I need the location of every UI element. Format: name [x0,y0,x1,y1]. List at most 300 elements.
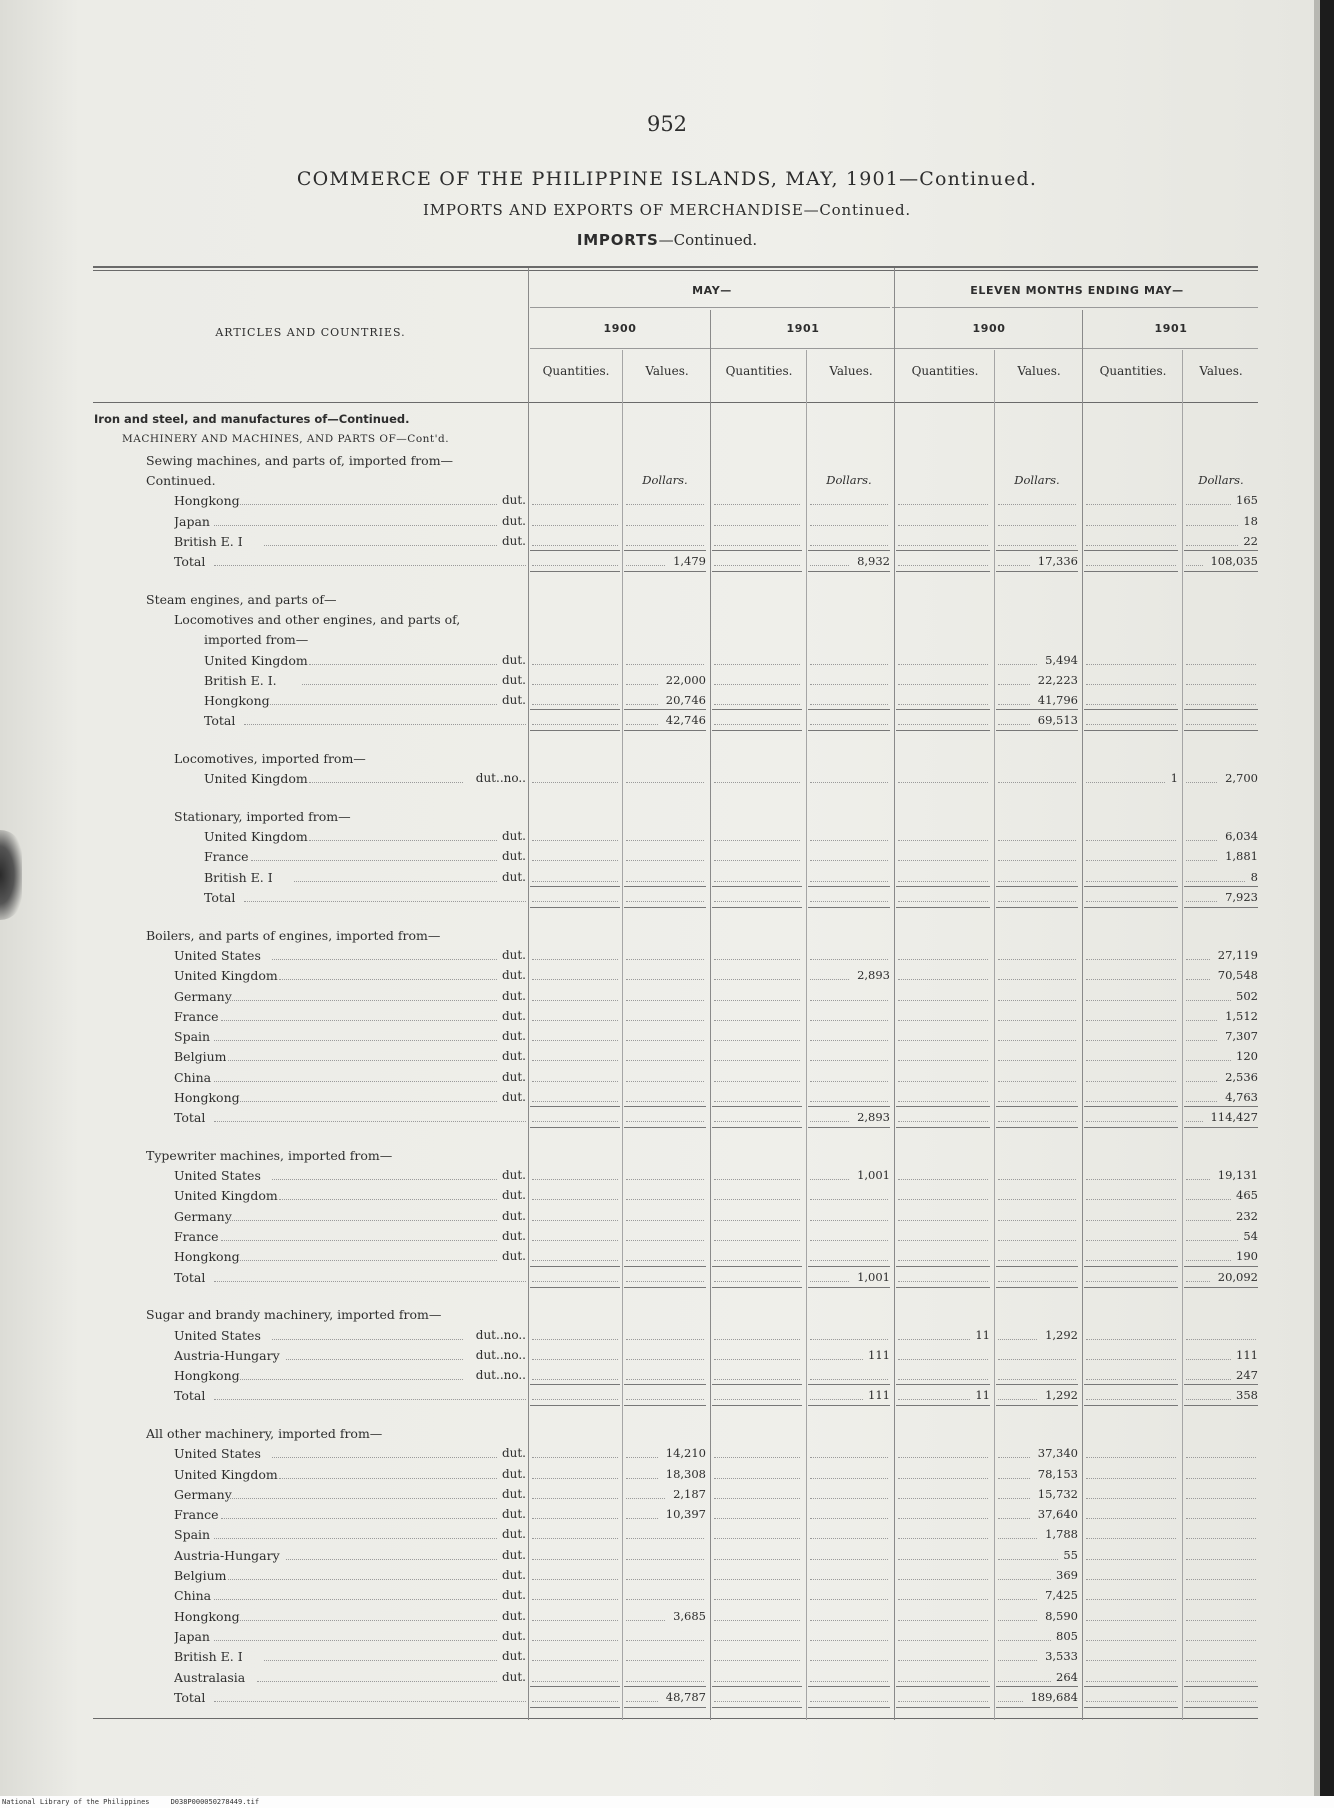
label-row [90,572,1260,591]
row-label: Boilers, and parts of engines, imported from— [146,927,441,943]
total-rule [624,550,706,551]
row-label: Japan [174,513,210,529]
cell-leader-dots [714,1101,800,1102]
unit-label: dut..no.. [475,1368,526,1383]
cell-value: 37,640 [1037,1507,1078,1522]
label-row [90,732,1260,751]
unit-label: dut. [501,672,526,687]
cell-leader-dots [810,1681,888,1682]
cell-leader-dots [810,1620,888,1621]
unit-label: dut. [501,1568,526,1583]
cell-leader-dots [810,901,888,902]
table-row [90,1007,1260,1026]
cell-leader-dots [714,1220,800,1221]
cell-leader-dots [714,504,800,505]
cell-leader-dots [1086,1579,1176,1580]
cell-value: 1,479 [673,554,706,569]
cell-leader-dots [626,1599,704,1600]
cell-leader-dots [898,1179,988,1180]
total-rule [996,886,1078,887]
cell-leader-dots [714,1379,800,1380]
cell-leader-dots [626,1260,704,1261]
table-row [90,1465,1260,1484]
cell-leader-dots [532,901,618,902]
label-row [90,471,1260,490]
cell-leader-dots [810,1081,888,1082]
unit-label: dut. [501,947,526,962]
cell-leader-dots [532,1199,618,1200]
cell-value: 69,513 [1037,713,1078,728]
table-row [90,1485,1260,1504]
total-rule [1184,1106,1258,1107]
cell-leader-dots [532,1179,618,1180]
cell-leader-dots [532,1060,618,1061]
row-label: MACHINERY AND MACHINES, AND PARTS OF—Cont'd. [122,433,450,446]
table-row [90,651,1260,670]
cell-value: 465 [1236,1188,1258,1203]
cell-leader-dots [898,525,988,526]
cell-leader-dots [532,724,618,725]
cell-leader-dots [810,664,888,665]
table-row [90,868,1260,887]
unit-label: dut. [501,1507,526,1522]
cell-leader-dots [1086,525,1176,526]
cell-leader-dots [898,881,988,882]
quantities-header: Quantities. [725,364,793,378]
cell-leader-dots [714,1660,800,1661]
row-label: United States [174,947,261,963]
cell-leader-dots [532,704,618,705]
cell-leader-dots [532,979,618,980]
table-row [90,691,1260,710]
cell-value: 1,292 [1045,1327,1078,1342]
values-header: Values. [829,364,873,378]
cell-leader-dots [1086,1020,1176,1021]
cell-leader-dots [626,1538,704,1539]
row-label: Typewriter machines, imported from— [146,1147,393,1163]
cell-leader-dots [810,1660,888,1661]
row-label: Total [174,1388,206,1404]
cell-leader-dots [714,1559,800,1560]
cell-leader-dots [898,684,988,685]
cell-value: 20,092 [1217,1269,1258,1284]
cell-leader-dots [626,1199,704,1200]
cell-value: 10,397 [665,1507,706,1522]
unit-dollars: Dollars. [642,472,688,487]
cell-leader-dots [1086,979,1176,980]
cell-leader-dots [810,1240,888,1241]
cell-leader-dots [532,1518,618,1519]
cell-value: 120 [1236,1049,1258,1064]
total-rule [1084,886,1178,887]
total-rule [1084,1686,1178,1687]
cell-leader-dots [714,881,800,882]
label-row [90,430,1260,449]
total-rule [712,550,802,551]
table-row [90,1668,1260,1687]
cell-leader-dots [532,1081,618,1082]
label-row [90,610,1260,629]
table-row [90,1247,1260,1266]
total-rule [712,1686,802,1687]
cell-leader-dots [714,1081,800,1082]
cell-value: 108,035 [1210,554,1258,569]
cell-leader-dots [714,704,800,705]
total-rule [1084,1384,1178,1385]
section-title-rest: —Continued. [658,231,758,249]
cell-leader-dots [532,545,618,546]
label-row [90,451,1260,470]
row-label: Hongkong [174,1608,240,1624]
cell-leader-dots [714,1399,800,1400]
cell-value: 247 [1236,1368,1258,1383]
cell-leader-dots [714,1640,800,1641]
label-row [90,1129,1260,1148]
unit-dollars: Dollars. [1014,472,1060,487]
cell-leader-dots [898,1701,988,1702]
total-rule [808,1686,890,1687]
cell-leader-dots [810,1199,888,1200]
table-row [90,491,1260,510]
unit-label: dut. [501,1208,526,1223]
cell-leader-dots [810,704,888,705]
cell-leader-dots [532,1599,618,1600]
cell-value: 37,340 [1037,1446,1078,1461]
cell-leader-dots [898,1457,988,1458]
cell-leader-dots [998,860,1076,861]
cell-value: 41,796 [1037,693,1078,708]
total-rule [530,1384,620,1385]
cell-leader-dots [810,525,888,526]
table-row [90,946,1260,965]
cell-value: 2,187 [673,1486,706,1501]
cell-leader-dots [810,1701,888,1702]
cell-leader-dots [898,1081,988,1082]
cell-leader-dots [626,1040,704,1041]
table-row [90,1627,1260,1646]
cell-leader-dots [532,1281,618,1282]
cell-leader-dots [532,1701,618,1702]
cell-leader-dots [898,1101,988,1102]
cell-leader-dots [810,724,888,725]
cell-leader-dots [810,1000,888,1001]
cell-leader-dots [1086,1518,1176,1519]
cell-leader-dots [998,901,1076,902]
cell-leader-dots [998,1020,1076,1021]
cell-value: 502 [1236,988,1258,1003]
table-row [90,1366,1260,1385]
cell-leader-dots [714,1040,800,1041]
cell-leader-dots [626,1640,704,1641]
cell-leader-dots [714,1478,800,1479]
label-row [90,807,1260,826]
cell-leader-dots [998,1060,1076,1061]
total-rule [1184,1686,1258,1687]
row-label: Germany [174,988,232,1004]
cell-leader-dots [626,1060,704,1061]
cell-leader-dots [1086,1179,1176,1180]
cell-value: 190 [1236,1249,1258,1264]
total-rule [996,1266,1078,1267]
cell-value: 805 [1056,1628,1078,1643]
cell-leader-dots [898,1040,988,1041]
total-row [90,888,1260,907]
cell-value: 20,746 [665,693,706,708]
cell-leader-dots [1086,704,1176,705]
unit-label: dut..no.. [475,771,526,786]
total-rule [1184,1707,1258,1708]
cell-leader-dots [532,664,618,665]
cell-leader-dots [998,1199,1076,1200]
cell-value: 48,787 [665,1689,706,1704]
cell-leader-dots [626,1000,704,1001]
cell-value: 11 [975,1388,990,1403]
cell-value: 165 [1236,493,1258,508]
row-label: United Kingdom [204,829,308,845]
cell-leader-dots [898,1220,988,1221]
cell-leader-dots [532,1339,618,1340]
cell-leader-dots [714,684,800,685]
cell-leader-dots [532,1000,618,1001]
cell-leader-dots [714,1240,800,1241]
row-label: All other machinery, imported from— [146,1425,383,1441]
total-rule [1084,1106,1178,1107]
cell-leader-dots [898,1538,988,1539]
cell-leader-dots [1186,664,1256,665]
row-label: Locomotives and other engines, and parts of, [174,611,461,627]
cell-value: 18 [1243,513,1258,528]
unit-dollars: Dollars. [1198,472,1244,487]
cell-leader-dots [998,1040,1076,1041]
scan-footer: National Library of the Philippines D038P000050278449.tif [0,1796,1334,1808]
total-rule [996,1106,1078,1107]
cell-leader-dots [532,1660,618,1661]
cell-leader-dots [810,1579,888,1580]
row-label: Total [174,1110,206,1126]
unit-label: dut..no.. [475,1347,526,1362]
row-label: Hongkong [174,1090,240,1106]
table-row [90,769,1260,788]
total-rule [624,886,706,887]
cell-leader-dots [998,1121,1076,1122]
cell-leader-dots [714,782,800,783]
cell-leader-dots [998,1260,1076,1261]
row-label: Hongkong [174,1368,240,1384]
cell-value: 3,685 [673,1608,706,1623]
cell-value: 14,210 [665,1446,706,1461]
cell-leader-dots [998,881,1076,882]
unit-label: dut. [501,513,526,528]
cell-leader-dots [998,959,1076,960]
table-row [90,1525,1260,1544]
cell-value: 8,590 [1045,1608,1078,1623]
total-rule [996,1384,1078,1385]
cell-leader-dots [1086,1000,1176,1001]
cell-leader-dots [714,1620,800,1621]
total-rule [712,1266,802,1267]
table-bottom-rule [93,1718,1258,1719]
cell-leader-dots [898,1579,988,1580]
cell-leader-dots [626,1399,704,1400]
cell-value: 55 [1063,1547,1078,1562]
cell-leader-dots [1086,1701,1176,1702]
cell-leader-dots [532,1359,618,1360]
label-row [90,1424,1260,1443]
row-label: Hongkong [174,493,240,509]
cell-leader-dots [532,860,618,861]
row-label: China [174,1588,212,1604]
cell-leader-dots [898,1660,988,1661]
table-row [90,987,1260,1006]
cell-leader-dots [998,782,1076,783]
total-rule [896,886,990,887]
table-row [90,1207,1260,1226]
cell-leader-dots [810,1457,888,1458]
total-rule [996,709,1078,710]
table-row [90,1166,1260,1185]
total-rule [1184,1384,1258,1385]
cell-value: 70,548 [1217,968,1258,983]
section-title [0,231,1334,249]
cell-leader-dots [1086,1599,1176,1600]
table-row [90,1027,1260,1046]
cell-leader-dots [1086,1359,1176,1360]
table-row [90,1088,1260,1107]
table-row [90,1444,1260,1463]
cell-value: 18,308 [665,1466,706,1481]
total-rule [1184,886,1258,887]
row-label: Locomotives, imported from— [174,751,366,766]
cell-leader-dots [1086,1260,1176,1261]
row-label: United Kingdom [204,652,308,668]
cell-value: 22 [1243,533,1258,548]
cell-leader-dots [532,1379,618,1380]
cell-leader-dots [714,1260,800,1261]
cell-value: 111 [868,1347,890,1362]
cell-leader-dots [898,1379,988,1380]
cell-leader-dots [532,881,618,882]
row-label: imported from— [204,632,309,648]
cell-leader-dots [1086,959,1176,960]
row-label: France [174,1229,219,1245]
table-top-rule [93,266,1258,268]
cell-leader-dots [714,1681,800,1682]
scan-edge [1320,0,1334,1796]
row-label: British E. I. [204,672,277,688]
cell-leader-dots [626,1081,704,1082]
total-rule [896,1707,990,1708]
table-row [90,1566,1260,1585]
cell-leader-dots [810,1538,888,1539]
total-rule [808,886,890,887]
cell-leader-dots [898,724,988,725]
cell-leader-dots [1086,1498,1176,1499]
table-row [90,827,1260,846]
may-group-header: MAY— [692,284,732,297]
cell-leader-dots [1186,1640,1256,1641]
cell-value: 22,000 [665,672,706,687]
cell-leader-dots [626,664,704,665]
leader-dots [214,1399,526,1400]
unit-label: dut. [501,652,526,667]
cell-leader-dots [898,664,988,665]
cell-leader-dots [532,1579,618,1580]
cell-value: 22,223 [1037,672,1078,687]
cell-leader-dots [1186,1579,1256,1580]
label-row [90,1305,1260,1324]
cell-leader-dots [898,901,988,902]
cell-leader-dots [1086,1121,1176,1122]
total-rule [1184,709,1258,710]
cell-leader-dots [532,1399,618,1400]
cell-leader-dots [1086,1040,1176,1041]
cell-leader-dots [1086,1660,1176,1661]
cell-value: 111 [1236,1347,1258,1362]
cell-value: 1,788 [1045,1527,1078,1542]
unit-label: dut. [501,869,526,884]
total-rule [1084,1707,1178,1708]
cell-value: 4,763 [1225,1090,1258,1105]
total-rule [712,1106,802,1107]
cell-leader-dots [810,1478,888,1479]
cell-leader-dots [714,979,800,980]
cell-value: 2,893 [857,1110,890,1125]
cell-leader-dots [898,1498,988,1499]
row-label: Hongkong [174,1249,240,1265]
cell-leader-dots [1186,1620,1256,1621]
cell-leader-dots [626,1579,704,1580]
cell-leader-dots [1186,1660,1256,1661]
row-label: United States [174,1327,261,1343]
table-row [90,1607,1260,1626]
cell-leader-dots [998,1220,1076,1221]
cell-leader-dots [898,782,988,783]
total-rule [996,1686,1078,1687]
cell-leader-dots [898,1620,988,1621]
label-row [90,1407,1260,1426]
unit-label: dut. [501,1446,526,1461]
total-rule [712,886,802,887]
cell-value: 2,893 [857,968,890,983]
cell-leader-dots [626,860,704,861]
cell-leader-dots [1186,1538,1256,1539]
row-label: Belgium [174,1568,227,1584]
row-label: United States [174,1446,261,1462]
cell-leader-dots [1186,1478,1256,1479]
cell-leader-dots [810,1379,888,1380]
total-rule [1184,1266,1258,1267]
total-row [90,1688,1260,1707]
cell-value: 78,153 [1037,1466,1078,1481]
cell-value: 1,512 [1225,1008,1258,1023]
unit-label: dut. [501,693,526,708]
unit-label: dut. [501,968,526,983]
cell-leader-dots [714,545,800,546]
cell-leader-dots [1086,901,1176,902]
row-label: British E. I [204,869,273,885]
cell-leader-dots [626,1379,704,1380]
cell-value: 6,034 [1225,829,1258,844]
total-rule [896,550,990,551]
cell-leader-dots [532,1640,618,1641]
cell-value: 1,292 [1045,1388,1078,1403]
cell-leader-dots [626,881,704,882]
total-rule [896,709,990,710]
cell-leader-dots [810,1339,888,1340]
total-rule [808,1707,890,1708]
row-label: Spain [174,1029,211,1045]
section-title-bold: IMPORTS [576,231,659,249]
